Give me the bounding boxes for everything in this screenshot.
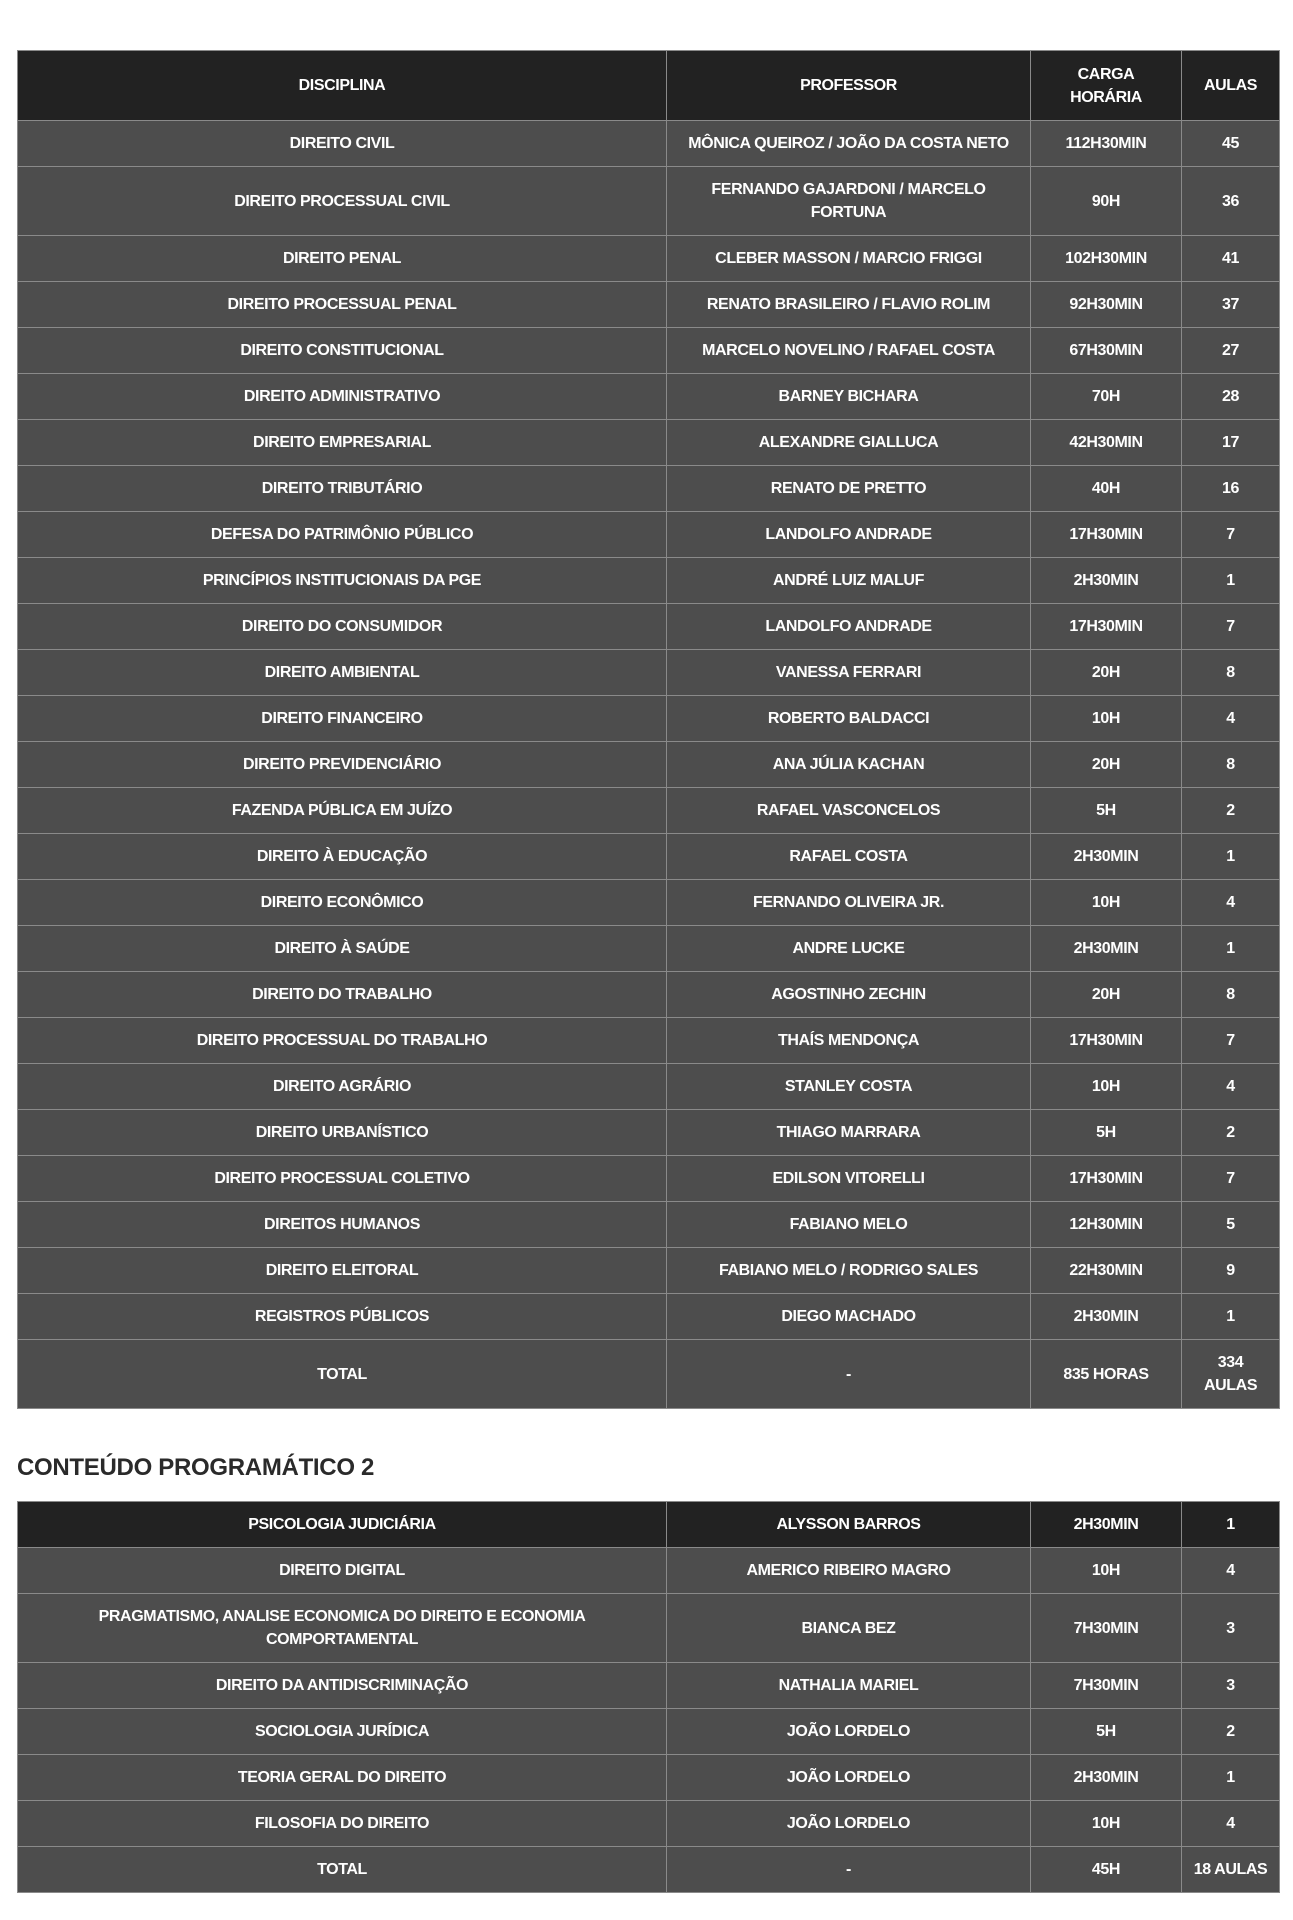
cell-professor: JOÃO LORDELO — [667, 1801, 1031, 1847]
table-row — [18, 121, 1280, 167]
cell-disciplina: DIREITO AGRÁRIO — [18, 1064, 667, 1110]
cell-carga: 2H30MIN — [1031, 1502, 1182, 1548]
cell-aulas: 4 — [1182, 1548, 1280, 1594]
cell-disciplina: DIREITO EMPRESARIAL — [18, 420, 667, 466]
cell-carga: 7H30MIN — [1031, 1594, 1182, 1663]
cell-aulas: 27 — [1182, 328, 1280, 374]
table-row — [18, 282, 1280, 328]
table2-body — [18, 1502, 1280, 1893]
table-row — [18, 420, 1280, 466]
table-row — [18, 236, 1280, 282]
cell-carga: 92H30MIN — [1031, 282, 1182, 328]
cell-aulas: 7 — [1182, 604, 1280, 650]
cell-professor: MARCELO NOVELINO / RAFAEL COSTA — [667, 328, 1031, 374]
cell-professor: BARNEY BICHARA — [667, 374, 1031, 420]
cell-carga: 70H — [1031, 374, 1182, 420]
table-row — [18, 1018, 1280, 1064]
table-header-row — [18, 51, 1280, 121]
cell-carga: 10H — [1031, 1064, 1182, 1110]
carga-horaria-table — [17, 50, 1280, 1409]
cell-carga: 20H — [1031, 972, 1182, 1018]
cell-aulas: 5 — [1182, 1202, 1280, 1248]
cell-professor: ALYSSON BARROS — [667, 1502, 1031, 1548]
table1-body — [18, 121, 1280, 1409]
cell-professor: ROBERTO BALDACCI — [667, 696, 1031, 742]
table-row — [18, 1064, 1280, 1110]
cell-disciplina: REGISTROS PÚBLICOS — [18, 1294, 667, 1340]
cell-disciplina: DIREITO PROCESSUAL CIVIL — [18, 167, 667, 236]
table-row — [18, 650, 1280, 696]
table-row — [18, 328, 1280, 374]
table-row — [18, 880, 1280, 926]
cell-professor: CLEBER MASSON / MARCIO FRIGGI — [667, 236, 1031, 282]
cell-disciplina: FILOSOFIA DO DIREITO — [18, 1801, 667, 1847]
cell-aulas: 3 — [1182, 1663, 1280, 1709]
table-row — [18, 1294, 1280, 1340]
table-row — [18, 972, 1280, 1018]
table-row — [18, 1502, 1280, 1548]
cell-aulas: 1 — [1182, 834, 1280, 880]
cell-carga: 20H — [1031, 650, 1182, 696]
cell-professor: RENATO DE PRETTO — [667, 466, 1031, 512]
cell-carga: 2H30MIN — [1031, 558, 1182, 604]
cell-carga: 22H30MIN — [1031, 1248, 1182, 1294]
cell-carga: 20H — [1031, 742, 1182, 788]
table-row — [18, 834, 1280, 880]
cell-professor: AMERICO RIBEIRO MAGRO — [667, 1548, 1031, 1594]
cell-professor: DIEGO MACHADO — [667, 1294, 1031, 1340]
cell-professor: FERNANDO GAJARDONI / MARCELO FORTUNA — [667, 167, 1031, 236]
table-row — [18, 926, 1280, 972]
cell-aulas: 17 — [1182, 420, 1280, 466]
cell-disciplina: DIREITO TRIBUTÁRIO — [18, 466, 667, 512]
cell-disciplina: DIREITO ECONÔMICO — [18, 880, 667, 926]
cell-disciplina: DIREITO URBANÍSTICO — [18, 1110, 667, 1156]
table-row — [18, 374, 1280, 420]
cell-professor: STANLEY COSTA — [667, 1064, 1031, 1110]
cell-disciplina: DIREITO ADMINISTRATIVO — [18, 374, 667, 420]
cell-aulas: 4 — [1182, 1064, 1280, 1110]
cell-professor: LANDOLFO ANDRADE — [667, 604, 1031, 650]
table-row — [18, 1548, 1280, 1594]
table-row — [18, 1202, 1280, 1248]
cell-professor: THIAGO MARRARA — [667, 1110, 1031, 1156]
cell-aulas: 16 — [1182, 466, 1280, 512]
table-row — [18, 604, 1280, 650]
cell-disciplina: PRAGMATISMO, ANALISE ECONOMICA DO DIREITO E ECONOMIA COMPORTAMENTAL — [18, 1594, 667, 1663]
cell-aulas: 28 — [1182, 374, 1280, 420]
table-row — [18, 512, 1280, 558]
cell-professor: JOÃO LORDELO — [667, 1755, 1031, 1801]
table-row — [18, 1709, 1280, 1755]
table-row — [18, 1110, 1280, 1156]
cell-professor: RAFAEL COSTA — [667, 834, 1031, 880]
table-total-row — [18, 1340, 1280, 1409]
cell-disciplina: DIREITO PENAL — [18, 236, 667, 282]
cell-carga: 67H30MIN — [1031, 328, 1182, 374]
cell-professor: ALEXANDRE GIALLUCA — [667, 420, 1031, 466]
cell-carga: 5H — [1031, 1709, 1182, 1755]
header-carga-horaria: CARGA HORÁRIA — [1031, 51, 1182, 121]
table-row — [18, 788, 1280, 834]
cell-aulas: 3 — [1182, 1594, 1280, 1663]
cell-aulas: 7 — [1182, 512, 1280, 558]
cell-professor: ANDRÉ LUIZ MALUF — [667, 558, 1031, 604]
cell-professor: RAFAEL VASCONCELOS — [667, 788, 1031, 834]
header-aulas: AULAS — [1182, 51, 1280, 121]
cell-disciplina: DIREITO PROCESSUAL COLETIVO — [18, 1156, 667, 1202]
cell-professor: - — [667, 1847, 1031, 1893]
cell-professor: ANDRE LUCKE — [667, 926, 1031, 972]
cell-disciplina: DIREITO PROCESSUAL DO TRABALHO — [18, 1018, 667, 1064]
cell-professor: THAÍS MENDONÇA — [667, 1018, 1031, 1064]
cell-disciplina: DIREITO À SAÚDE — [18, 926, 667, 972]
cell-aulas: 2 — [1182, 788, 1280, 834]
cell-aulas: 334 AULAS — [1182, 1340, 1280, 1409]
cell-professor: - — [667, 1340, 1031, 1409]
cell-disciplina: DIREITO DO CONSUMIDOR — [18, 604, 667, 650]
cell-disciplina: DIREITOS HUMANOS — [18, 1202, 667, 1248]
cell-carga: 17H30MIN — [1031, 1018, 1182, 1064]
cell-carga: 2H30MIN — [1031, 926, 1182, 972]
cell-carga: 17H30MIN — [1031, 604, 1182, 650]
header-professor: PROFESSOR — [667, 51, 1031, 121]
cell-disciplina: DIREITO À EDUCAÇÃO — [18, 834, 667, 880]
cell-professor: BIANCA BEZ — [667, 1594, 1031, 1663]
cell-aulas: 18 AULAS — [1182, 1847, 1280, 1893]
cell-disciplina: TOTAL — [18, 1847, 667, 1893]
cell-professor: AGOSTINHO ZECHIN — [667, 972, 1031, 1018]
cell-professor: VANESSA FERRARI — [667, 650, 1031, 696]
cell-carga: 40H — [1031, 466, 1182, 512]
cell-carga: 10H — [1031, 696, 1182, 742]
cell-aulas: 1 — [1182, 1755, 1280, 1801]
cell-aulas: 1 — [1182, 1294, 1280, 1340]
table-row — [18, 1801, 1280, 1847]
cell-carga: 17H30MIN — [1031, 1156, 1182, 1202]
cell-aulas: 9 — [1182, 1248, 1280, 1294]
cell-carga: 5H — [1031, 788, 1182, 834]
cell-aulas: 4 — [1182, 1801, 1280, 1847]
cell-disciplina: DIREITO DA ANTIDISCRIMINAÇÃO — [18, 1663, 667, 1709]
header-disciplina: DISCIPLINA — [18, 51, 667, 121]
table-row — [18, 1663, 1280, 1709]
section-title: CONTEÚDO PROGRAMÁTICO 2 — [17, 1454, 375, 1481]
cell-professor: EDILSON VITORELLI — [667, 1156, 1031, 1202]
cell-disciplina: DIREITO AMBIENTAL — [18, 650, 667, 696]
cell-aulas: 8 — [1182, 650, 1280, 696]
table-row — [18, 1755, 1280, 1801]
cell-aulas: 8 — [1182, 972, 1280, 1018]
table-row — [18, 696, 1280, 742]
table-row — [18, 1156, 1280, 1202]
cell-carga: 7H30MIN — [1031, 1663, 1182, 1709]
cell-disciplina: DIREITO DO TRABALHO — [18, 972, 667, 1018]
cell-aulas: 36 — [1182, 167, 1280, 236]
cell-professor: FERNANDO OLIVEIRA JR. — [667, 880, 1031, 926]
conteudo-programatico-2-table — [17, 1501, 1280, 1893]
cell-aulas: 41 — [1182, 236, 1280, 282]
cell-professor: LANDOLFO ANDRADE — [667, 512, 1031, 558]
cell-carga: 90H — [1031, 167, 1182, 236]
cell-aulas: 7 — [1182, 1156, 1280, 1202]
cell-aulas: 2 — [1182, 1709, 1280, 1755]
cell-disciplina: DIREITO PROCESSUAL PENAL — [18, 282, 667, 328]
cell-disciplina: TOTAL — [18, 1340, 667, 1409]
cell-professor: JOÃO LORDELO — [667, 1709, 1031, 1755]
cell-disciplina: DIREITO CONSTITUCIONAL — [18, 328, 667, 374]
cell-aulas: 2 — [1182, 1110, 1280, 1156]
cell-carga: 2H30MIN — [1031, 834, 1182, 880]
cell-carga: 42H30MIN — [1031, 420, 1182, 466]
cell-aulas: 1 — [1182, 558, 1280, 604]
cell-disciplina: DEFESA DO PATRIMÔNIO PÚBLICO — [18, 512, 667, 558]
cell-disciplina: DIREITO CIVIL — [18, 121, 667, 167]
cell-professor: NATHALIA MARIEL — [667, 1663, 1031, 1709]
cell-carga: 102H30MIN — [1031, 236, 1182, 282]
cell-carga: 17H30MIN — [1031, 512, 1182, 558]
cell-carga: 10H — [1031, 1801, 1182, 1847]
cell-professor: MÔNICA QUEIROZ / JOÃO DA COSTA NETO — [667, 121, 1031, 167]
table-row — [18, 742, 1280, 788]
cell-carga: 835 HORAS — [1031, 1340, 1182, 1409]
cell-aulas: 1 — [1182, 926, 1280, 972]
cell-carga: 12H30MIN — [1031, 1202, 1182, 1248]
table-row — [18, 167, 1280, 236]
cell-professor: ANA JÚLIA KACHAN — [667, 742, 1031, 788]
cell-aulas: 45 — [1182, 121, 1280, 167]
cell-professor: RENATO BRASILEIRO / FLAVIO ROLIM — [667, 282, 1031, 328]
cell-aulas: 37 — [1182, 282, 1280, 328]
cell-carga: 10H — [1031, 1548, 1182, 1594]
cell-aulas: 4 — [1182, 696, 1280, 742]
cell-disciplina: DIREITO ELEITORAL — [18, 1248, 667, 1294]
cell-professor: FABIANO MELO — [667, 1202, 1031, 1248]
table-row — [18, 466, 1280, 512]
cell-disciplina: SOCIOLOGIA JURÍDICA — [18, 1709, 667, 1755]
cell-disciplina: FAZENDA PÚBLICA EM JUÍZO — [18, 788, 667, 834]
table-row — [18, 1248, 1280, 1294]
cell-aulas: 8 — [1182, 742, 1280, 788]
cell-disciplina: DIREITO DIGITAL — [18, 1548, 667, 1594]
cell-aulas: 1 — [1182, 1502, 1280, 1548]
cell-aulas: 7 — [1182, 1018, 1280, 1064]
table-total-row — [18, 1847, 1280, 1893]
cell-disciplina: DIREITO FINANCEIRO — [18, 696, 667, 742]
cell-professor: FABIANO MELO / RODRIGO SALES — [667, 1248, 1031, 1294]
cell-aulas: 4 — [1182, 880, 1280, 926]
cell-disciplina: TEORIA GERAL DO DIREITO — [18, 1755, 667, 1801]
cell-carga: 10H — [1031, 880, 1182, 926]
table-row — [18, 558, 1280, 604]
cell-carga: 45H — [1031, 1847, 1182, 1893]
cell-disciplina: PSICOLOGIA JUDICIÁRIA — [18, 1502, 667, 1548]
cell-carga: 112H30MIN — [1031, 121, 1182, 167]
cell-disciplina: DIREITO PREVIDENCIÁRIO — [18, 742, 667, 788]
table-row — [18, 1594, 1280, 1663]
cell-carga: 2H30MIN — [1031, 1755, 1182, 1801]
cell-carga: 2H30MIN — [1031, 1294, 1182, 1340]
cell-disciplina: PRINCÍPIOS INSTITUCIONAIS DA PGE — [18, 558, 667, 604]
cell-carga: 5H — [1031, 1110, 1182, 1156]
